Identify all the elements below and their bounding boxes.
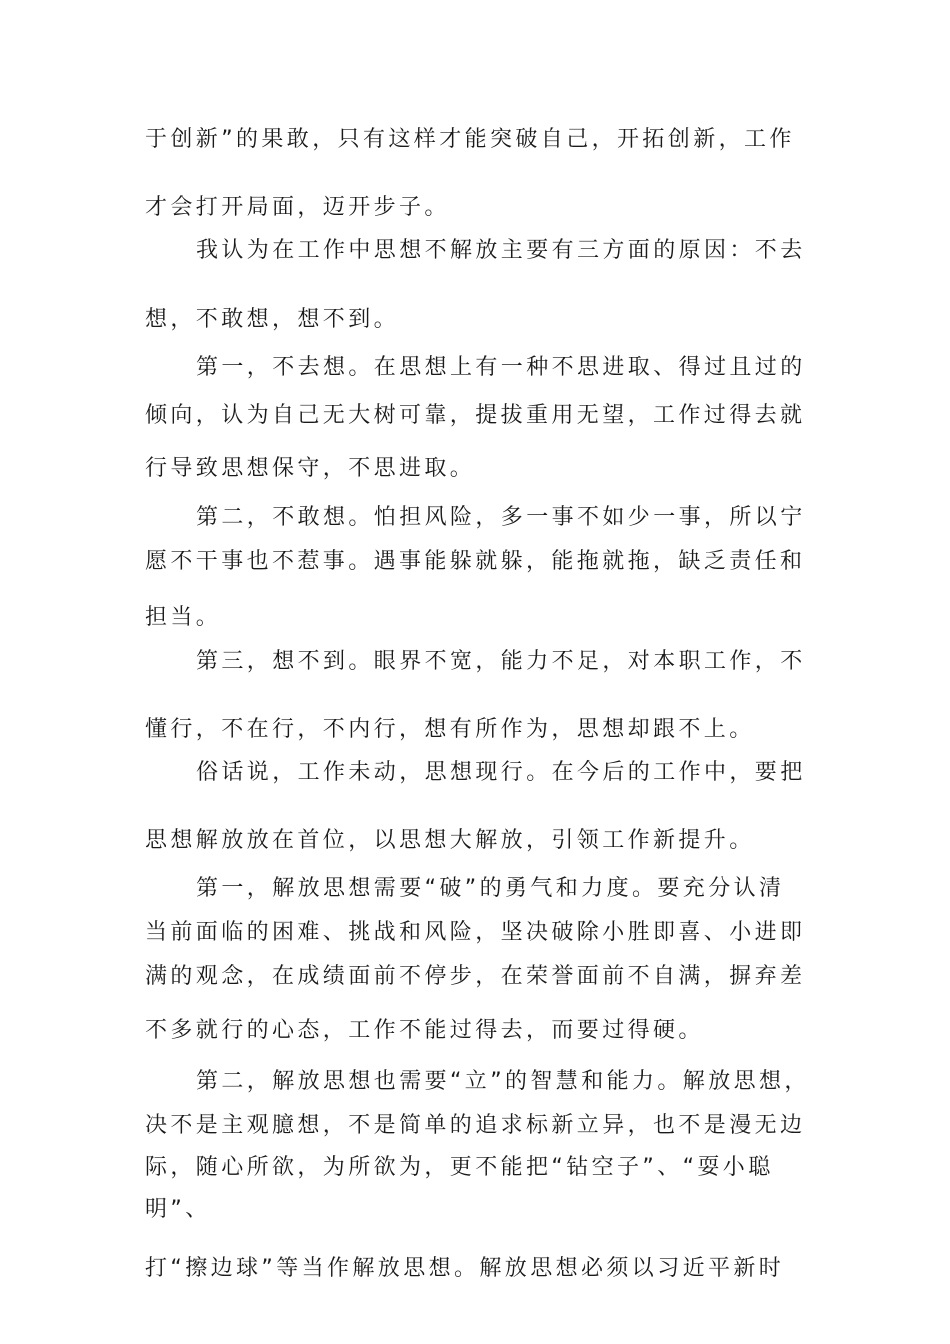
text-line: 决不是主观臆想，不是简单的追求标新立异，也不是漫无边 bbox=[145, 1113, 806, 1138]
text-line: 倾向，认为自己无大树可靠，提拔重用无望，工作过得去就 bbox=[145, 403, 806, 428]
paragraph-line: 第二，不敢想。怕担风险，多一事不如少一事，所以宁 bbox=[196, 505, 806, 530]
paragraph-line: 第三，想不到。眼界不宽，能力不足，对本职工作，不 bbox=[196, 649, 806, 674]
text-line: 担当。 bbox=[145, 605, 222, 630]
text-line: 于创新”的果敢，只有这样才能突破自己，开拓创新，工作 bbox=[145, 127, 795, 152]
text-line: 际，随心所欲，为所欲为，更不能把“钻空子”、“耍小聪 bbox=[145, 1155, 774, 1180]
paragraph-line: 第二，解放思想也需要“立”的智慧和能力。解放思想， bbox=[196, 1069, 810, 1094]
text-line: 打“擦边球”等当作解放思想。解放思想必须以习近平新时 bbox=[145, 1256, 785, 1281]
text-line: 明”、 bbox=[145, 1197, 211, 1222]
text-line: 思想解放放在首位，以思想大解放，引领工作新提升。 bbox=[145, 828, 755, 853]
text-line: 行导致思想保守，不思进取。 bbox=[145, 456, 476, 481]
text-line: 当前面临的困难、挑战和风险，坚决破除小胜即喜、小进即 bbox=[145, 920, 806, 945]
text-line: 才会打开局面，迈开步子。 bbox=[145, 195, 450, 220]
text-line: 想，不敢想，想不到。 bbox=[145, 307, 400, 332]
paragraph-line: 第一，不去想。在思想上有一种不思进取、得过且过的 bbox=[196, 355, 806, 380]
text-line: 懂行，不在行，不内行，想有所作为，思想却跟不上。 bbox=[145, 717, 755, 742]
text-line: 不多就行的心态，工作不能过得去，而要过得硬。 bbox=[145, 1018, 704, 1043]
text-line: 愿不干事也不惹事。遇事能躲就躲，能拖就拖，缺乏责任和 bbox=[145, 549, 806, 574]
text-line: 满的观念，在成绩面前不停步，在荣誉面前不自满，摒弃差 bbox=[145, 964, 806, 989]
paragraph-line: 我认为在工作中思想不解放主要有三方面的原因：不去 bbox=[196, 238, 806, 263]
paragraph-line: 俗话说，工作未动，思想现行。在今后的工作中，要把 bbox=[196, 760, 806, 785]
paragraph-line: 第一，解放思想需要“破”的勇气和力度。要充分认清 bbox=[196, 876, 785, 901]
